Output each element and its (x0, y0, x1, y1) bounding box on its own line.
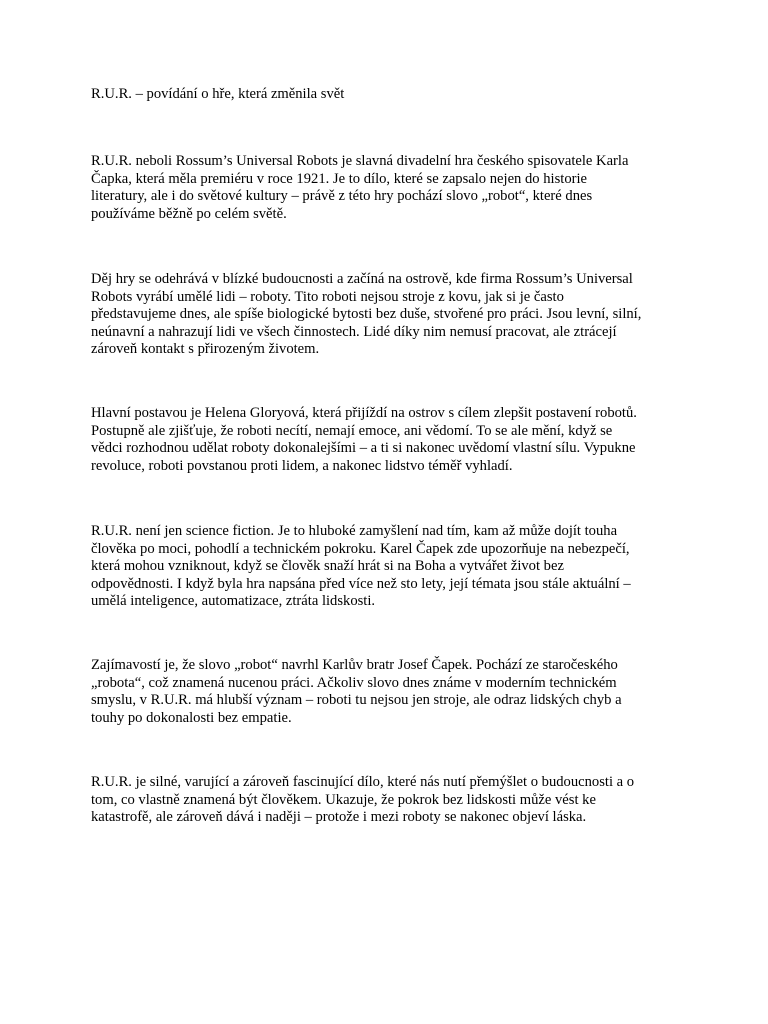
paragraph-1: R.U.R. neboli Rossum’s Universal Robots je slavná divadelní hra českého spisovatele Karla Čapka, která měla premiéru v roce 1921. Je to dílo, které se zapsalo nejen do historie literatury, ale i do světové kultury – právě z této hry pochází slovo „robot“, které dnes používáme běžně po celém světě. (91, 153, 629, 222)
document-title: R.U.R. – povídání o hře, která změnila svět (91, 86, 345, 102)
paragraph-4: R.U.R. není jen science fiction. Je to hluboké zamyšlení nad tím, kam až může dojít touha člověka po moci, pohodlí a technickém pokroku. Karel Čapek zde upozorňuje na nebezpečí, která mohou vzniknout, když se člověk snaží hrát si na Boha a vytvářet život bez odpovědnosti. I když byla hra napsána před více než sto lety, její témata jsou stále aktuální – umělá inteligence, automatizace, ztráta lidskosti. (91, 523, 631, 609)
paragraph-2: Děj hry se odehrává v blízké budoucnosti a začíná na ostrově, kde firma Rossum’s Universal Robots vyrábí umělé lidi – roboty. Tito roboti nejsou stroje z kovu, jak si je často představujeme dnes, ale spíše biologické bytosti bez duše, stvořené pro práci. Jsou levní, silní, neúnavní a nahrazují lidi ve všech činnostech. Lidé díky nim nemusí pracovat, ale ztrácejí zároveň kontakt s přirozeným životem. (91, 271, 642, 357)
paragraph-5: Zajímavostí je, že slovo „robot“ navrhl Karlův bratr Josef Čapek. Pochází ze staročeského „robota“, což znamená nucenou práci. Ačkoliv slovo dnes známe v moderním technickém smyslu, v R.U.R. má hlubší význam – roboti tu nejsou jen stroje, ale odraz lidských chyb a touhy po dokonalosti bez empatie. (91, 657, 622, 726)
paragraph-6: R.U.R. je silné, varující a zároveň fascinující dílo, které nás nutí přemýšlet o budoucnosti a o tom, co vlastně znamená být člověkem. Ukazuje, že pokrok bez lidskosti může vést ke katastrofě, ale zároveň dává i naději – protože i mezi roboty se nakonec objeví láska. (91, 774, 635, 825)
paragraph-3: Hlavní postavou je Helena Gloryová, která přijíždí na ostrov s cílem zlepšit postavení robotů. Postupně ale zjišťuje, že roboti necítí, nemají emoce, ani vědomí. To se ale mění, když se vědci rozhodnou udělat roboty dokonalejšími – a ti si nakonec uvědomí vlastní sílu. Vypukne revoluce, roboti povstanou proti lidem, a nakonec lidstvo téměř vyhladí. (91, 405, 637, 474)
